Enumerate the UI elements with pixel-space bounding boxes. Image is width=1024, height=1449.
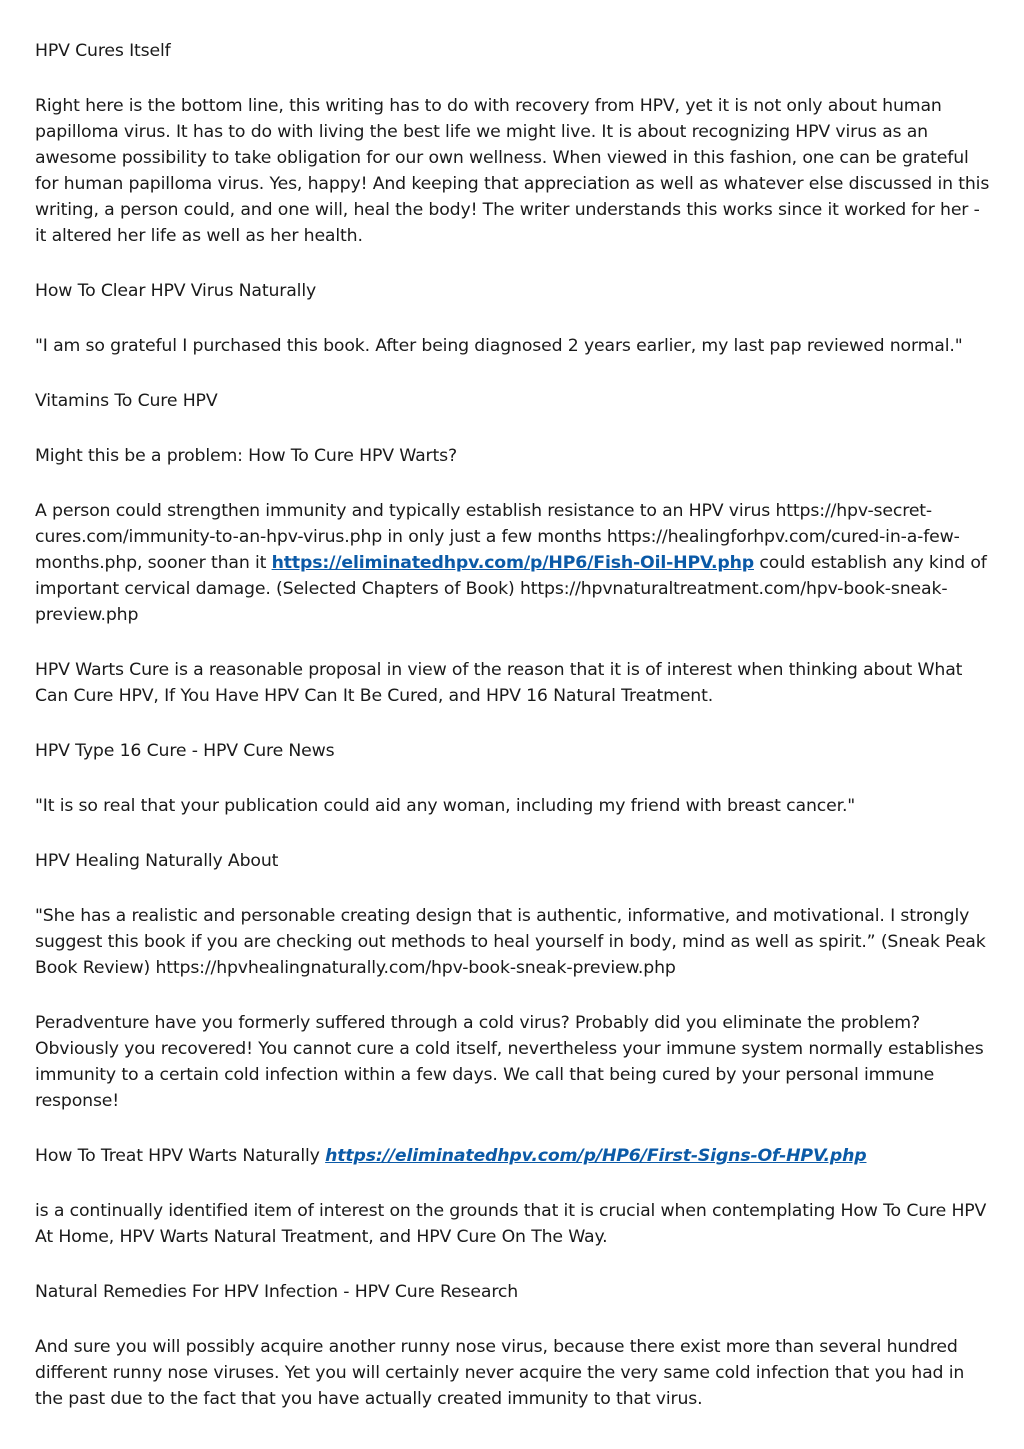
heading-cure-warts: Might this be a problem: How To Cure HPV Warts? [35,446,457,466]
interest-paragraph: is a continually identified item of interest on the grounds that it is crucial when contemplating How To Cure HPV At Home, HPV Warts Natural Treatment, and HPV Cure On The Way. [35,1201,987,1247]
runny-nose-paragraph: And sure you will possibly acquire another runny nose virus, because there exist more than several hundred different runny nose viruses. Yet you will certainly never acquire the very same cold infection that you had in the past due to the fact that you have actually created immunity to that virus. [35,1337,965,1409]
testimonial-quote-3: "She has a realistic and personable creating design that is authentic, informative, and motivational. I strongly suggest this book if you are checking out methods to heal yourself in body, mind as well as spirit.” (Sneak Peak Book Review) https://hpvhealingnaturally.com/hpv-book-sneak-preview.php [35,906,986,978]
treat-warts-text: How To Treat HPV Warts Naturally [35,1146,326,1166]
immunity-paragraph [35,498,995,628]
testimonial-quote-1: "I am so grateful I purchased this book. After being diagnosed 2 years earlier, my last pap reviewed normal." [35,336,963,356]
heading-type-16: HPV Type 16 Cure - HPV Cure News [35,741,335,761]
heading-vitamins: Vitamins To Cure HPV [35,391,218,411]
fish-oil-link[interactable]: https://eliminatedhpv.com/p/HP6/Fish-Oil-HPV.php [271,553,754,573]
first-signs-link[interactable]: https://eliminatedhpv.com/p/HP6/First-Signs-Of-HPV.php [325,1146,867,1166]
heading-clear-hpv: How To Clear HPV Virus Naturally [35,281,317,301]
heading-healing-naturally: HPV Healing Naturally About [35,851,279,871]
heading-treat-warts [35,1143,995,1169]
document-title: HPV Cures Itself [35,41,171,61]
testimonial-quote-2: "It is so real that your publication could aid any woman, including my friend with breast cancer." [35,796,856,816]
document-page [35,38,995,1412]
warts-cure-paragraph: HPV Warts Cure is a reasonable proposal in view of the reason that it is of interest when thinking about What Can Cure HPV, If You Have HPV Can It Be Cured, and HPV 16 Natural Treatment. [35,660,963,706]
intro-paragraph: Right here is the bottom line, this writing has to do with recovery from HPV, yet it is not only about human papilloma virus. It has to do with living the best life we might live. It is about recognizing HPV virus as an awesome possibility to take obligation for our own wellness. When viewed in this fashion, one can be grateful for human papilloma virus. Yes, happy! And keeping that appreciation as well as whatever else discussed in this writing, a person could, and one will, heal the body! The writer understands this works since it worked for her - it altered her life as well as her health. [35,96,990,246]
cold-virus-paragraph: Peradventure have you formerly suffered through a cold virus? Probably did you eliminate the problem? Obviously you recovered! You cannot cure a cold itself, nevertheless your immune system normally establishes immunity to a certain cold infection within a few days. We call that being cured by your personal immune response! [35,1013,984,1111]
immunity-text-start: A person could strengthen immunity and typically establish resistance to an HPV virus https://hpv-secret-cures.com/immunity-to-an-hpv-virus.php in only just a few months https://healingforhpv.com/cured-in-a-few-months.php, sooner than it [35,501,960,573]
immunity-text-end: could establish any kind of important cervical damage. (Selected Chapters of Book) https://hpvnaturaltreatment.com/hpv-book-sneak-preview.php [35,553,987,625]
heading-natural-remedies: Natural Remedies For HPV Infection - HPV Cure Research [35,1282,519,1302]
